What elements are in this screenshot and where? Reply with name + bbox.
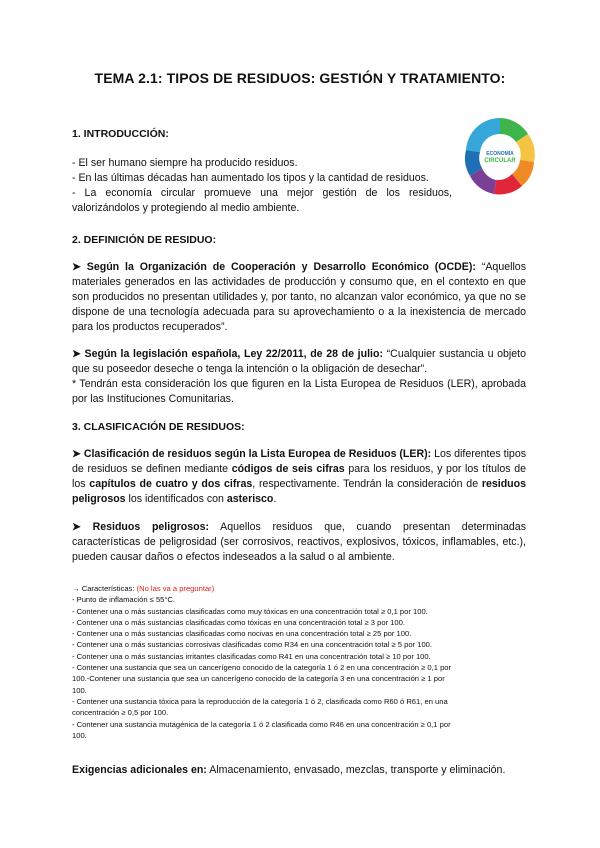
additional-requirements	[72, 763, 530, 778]
center-label-2: CIRCULAR	[484, 158, 516, 164]
characteristic-item: concentración ≥ 0,5 por 100.	[72, 708, 169, 718]
characteristic-item: - Contener una o más sustancias clasificadas como muy tóxicas en una concentración total ≥ 0,1 por 100.	[72, 606, 428, 616]
ocde-text: “Aquellos materiales generados en las actividades de producción y consumo que, en el contexto en que son producidos no presentan utilidades y, por tanto, no alcanzan valor económico, ya que no se dispone de una tecnología adecuada para su aprovechamiento o a la inexistencia de mercado para los productos recuperados”.	[72, 261, 526, 333]
characteristic-item: - Contener una o más sustancias clasificadas como nocivas en una concentración total ≥ 25 por 100.	[72, 629, 412, 639]
ley-text: “Cualquier sustancia u objeto que su poseedor deseche o tenga la intención o la obligación de desechar”.	[72, 348, 526, 375]
ler-bold-dangerous: residuos peligrosos	[72, 478, 526, 505]
intro-line: valorizándolos y protegiendo al medio ambiente.	[72, 202, 300, 214]
ler-bold-chapters: capítulos de cuatro y dos cifras	[89, 478, 253, 490]
ocde-definition	[72, 260, 526, 335]
characteristic-item: 100.	[72, 685, 87, 695]
ler-bold-codes: códigos de seis cifras	[231, 463, 345, 475]
dangerous-title: ➤ Residuos peligrosos:	[72, 521, 210, 533]
section-2-heading: 2. DEFINICIÓN DE RESIDUO:	[72, 234, 217, 246]
ler-text-a: Los diferentes tipos de residuos se definen mediante	[72, 448, 527, 475]
dangerous-text: Aquellos residuos que, cuando presentan determinadas características de peligrosidad (ser corrosivos, reactivos, explosivos, tóxicos, inflamables, etc.), pueden causar daños o efectos indeseados a la salud o al ambiente.	[72, 521, 526, 563]
section-1-heading: 1. INTRODUCCIÓN:	[72, 128, 169, 140]
intro-line: - El ser humano siempre ha producido residuos.	[72, 157, 298, 169]
page-title: TEMA 2.1: TIPOS DE RESIDUOS: GESTIÓN Y TRATAMIENTO:	[94, 70, 506, 86]
ler-text-b: para los residuos, y por los títulos de los	[72, 463, 526, 490]
additional-text: Almacenamiento, envasado, mezclas, transporte y eliminación.	[206, 764, 506, 776]
intro-line: - En las últimas décadas han aumentado los tipos y la cantidad de residuos.	[72, 172, 429, 184]
center-label-1: ECONOMÍA	[486, 151, 514, 157]
section-1-body	[72, 156, 452, 216]
ler-bold-asterisk: asterisco	[226, 493, 274, 505]
characteristic-item: - Contener una o más sustancias clasificadas como tóxicas en una concentración total ≥ 3 por 100.	[72, 617, 405, 627]
characteristic-item: - Contener una sustancia mutagénica de la categoría 1 ó 2 clasificada como R46 en una concentración ≥ 0,1 por	[72, 719, 451, 729]
characteristic-item: - Contener una o más sustancias corrosivas clasificadas como R34 en una concentración total ≥ 5 por 100.	[72, 640, 432, 650]
circular-economy-wheel	[465, 118, 535, 194]
circular-economy-graphic	[458, 110, 542, 236]
ley-definition	[72, 347, 526, 377]
not-asked-note: (No las va a preguntar)	[136, 584, 215, 593]
characteristics-label: → Características:	[72, 584, 137, 593]
ler-text-d: los identificados con	[125, 493, 227, 505]
ler-text-e: .	[273, 493, 277, 505]
intro-line: - La economía circular promueve una mejor gestión de los residuos,	[72, 187, 452, 199]
characteristic-item: 100.	[72, 730, 87, 740]
dangerous-waste	[72, 520, 526, 565]
characteristics-list	[72, 583, 530, 741]
section-3-heading: 3. CLASIFICACIÓN DE RESIDUOS:	[72, 421, 245, 433]
ley-title: ➤ Según la legislación española, Ley 22/2011, de 28 de julio:	[72, 348, 383, 360]
characteristic-item: - Contener una o más sustancias irritantes clasificadas como R41 en una concentración total ≥ 10 por 100.	[72, 651, 431, 661]
ocde-title: ➤ Según la Organización de Cooperación y Desarrollo Económico (OCDE):	[72, 261, 476, 273]
ler-text-c: , respectivamente. Tendrán la consideración de	[252, 478, 482, 490]
characteristic-item: 100.-Contener una sustancia que sea un cancerígeno conocido de la categoría 3 en una concentración ≥ 1 por	[72, 674, 445, 684]
ler-title: ➤ Clasificación de residuos según la Lista Europea de Residuos (LER):	[72, 448, 432, 460]
characteristic-item: - Contener una sustancia que sea un cancerígeno conocido de la categoría 1 ó 2 en una concentración ≥ 0,1 por	[72, 663, 452, 673]
ler-classification	[72, 447, 526, 507]
ler-note: * Tendrán esta consideración los que figuren en la Lista Europea de Residuos (LER), aprobada por las Instituciones Comunitarias.	[72, 378, 526, 405]
characteristic-item: - Punto de inflamación ≤ 55°C.	[72, 595, 176, 605]
characteristic-item: - Contener una sustancia tóxica para la reproducción de la categoría 1 ó 2, clasificada como R60 ó R61, en una	[72, 696, 448, 706]
characteristics-header	[72, 583, 530, 594]
additional-title: Exigencias adicionales en:	[72, 764, 207, 776]
